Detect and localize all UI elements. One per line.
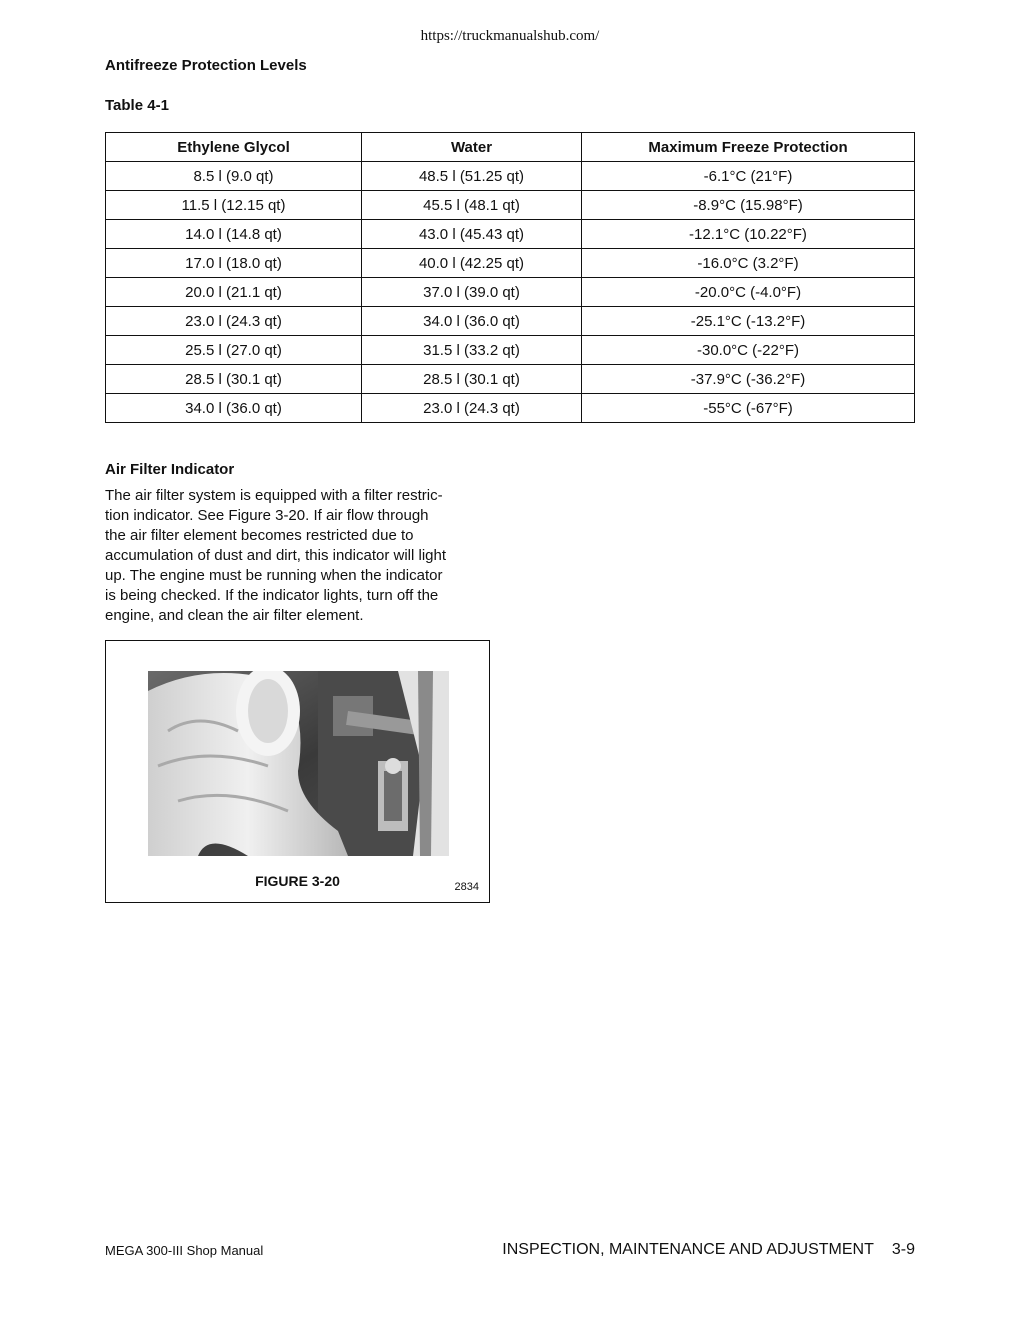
table-row bbox=[106, 278, 915, 307]
freeze-protection-cell: -8.9°C (15.98°F) bbox=[582, 191, 915, 220]
paragraph-line: accumulation of dust and dirt, this indicator will light bbox=[105, 547, 447, 564]
table-row bbox=[106, 336, 915, 365]
page-number: 3-9 bbox=[891, 1241, 915, 1258]
table-row bbox=[106, 162, 915, 191]
water-cell: 23.0 l (24.3 qt) bbox=[362, 394, 582, 423]
ethylene-glycol-cell: 14.0 l (14.8 qt) bbox=[106, 220, 362, 249]
water-cell: 31.5 l (33.2 qt) bbox=[362, 336, 582, 365]
figure-caption: FIGURE 3-20 bbox=[255, 873, 340, 889]
ethylene-glycol-cell: 8.5 l (9.0 qt) bbox=[106, 162, 362, 191]
air-filter-title: Air Filter Indicator bbox=[105, 461, 235, 478]
ethylene-glycol-cell: 11.5 l (12.15 qt) bbox=[106, 191, 362, 220]
paragraph-line: The air filter system is equipped with a filter restric- bbox=[105, 487, 443, 504]
ethylene-glycol-cell: 17.0 l (18.0 qt) bbox=[106, 249, 362, 278]
header-max-freeze: Maximum Freeze Protection bbox=[582, 133, 915, 162]
paragraph-line: up. The engine must be running when the indicator bbox=[105, 567, 443, 584]
table-label: Table 4-1 bbox=[105, 97, 169, 114]
table-row bbox=[106, 191, 915, 220]
ethylene-glycol-cell: 23.0 l (24.3 qt) bbox=[106, 307, 362, 336]
figure-number: 2834 bbox=[454, 881, 479, 893]
table-row bbox=[106, 249, 915, 278]
paragraph-line: the air filter element becomes restricted due to bbox=[105, 527, 414, 544]
source-url: https://truckmanualshub.com/ bbox=[420, 28, 600, 44]
freeze-protection-cell: -37.9°C (-36.2°F) bbox=[582, 365, 915, 394]
freeze-protection-cell: -55°C (-67°F) bbox=[582, 394, 915, 423]
paragraph-line: is being checked. If the indicator lights, turn off the bbox=[105, 587, 439, 604]
table-row bbox=[106, 307, 915, 336]
section-title: Antifreeze Protection Levels bbox=[105, 57, 307, 74]
air-filter-paragraph bbox=[105, 486, 495, 626]
ethylene-glycol-cell: 28.5 l (30.1 qt) bbox=[106, 365, 362, 394]
freeze-protection-cell: -25.1°C (-13.2°F) bbox=[582, 307, 915, 336]
water-cell: 34.0 l (36.0 qt) bbox=[362, 307, 582, 336]
footer-chapter bbox=[502, 1241, 915, 1259]
table-row bbox=[106, 365, 915, 394]
antifreeze-table bbox=[105, 132, 915, 423]
air-filter-photo bbox=[148, 671, 449, 856]
water-cell: 48.5 l (51.25 qt) bbox=[362, 162, 582, 191]
freeze-protection-cell: -16.0°C (3.2°F) bbox=[582, 249, 915, 278]
freeze-protection-cell: -12.1°C (10.22°F) bbox=[582, 220, 915, 249]
footer-chapter-title: INSPECTION, MAINTENANCE AND ADJUSTMENT bbox=[502, 1241, 874, 1258]
table-row bbox=[106, 394, 915, 423]
ethylene-glycol-cell: 25.5 l (27.0 qt) bbox=[106, 336, 362, 365]
freeze-protection-cell: -6.1°C (21°F) bbox=[582, 162, 915, 191]
ethylene-glycol-cell: 34.0 l (36.0 qt) bbox=[106, 394, 362, 423]
header-ethylene-glycol: Ethylene Glycol bbox=[106, 133, 362, 162]
paragraph-line: engine, and clean the air filter element. bbox=[105, 607, 364, 624]
table-header-row bbox=[106, 133, 915, 162]
paragraph-line: tion indicator. See Figure 3-20. If air flow through bbox=[105, 507, 429, 524]
water-cell: 43.0 l (45.43 qt) bbox=[362, 220, 582, 249]
water-cell: 28.5 l (30.1 qt) bbox=[362, 365, 582, 394]
water-cell: 40.0 l (42.25 qt) bbox=[362, 249, 582, 278]
header-water: Water bbox=[362, 133, 582, 162]
figure-frame bbox=[105, 640, 490, 903]
freeze-protection-cell: -30.0°C (-22°F) bbox=[582, 336, 915, 365]
freeze-protection-cell: -20.0°C (-4.0°F) bbox=[582, 278, 915, 307]
footer-manual-title: MEGA 300-III Shop Manual bbox=[105, 1243, 264, 1258]
water-cell: 45.5 l (48.1 qt) bbox=[362, 191, 582, 220]
water-cell: 37.0 l (39.0 qt) bbox=[362, 278, 582, 307]
ethylene-glycol-cell: 20.0 l (21.1 qt) bbox=[106, 278, 362, 307]
table-row bbox=[106, 220, 915, 249]
